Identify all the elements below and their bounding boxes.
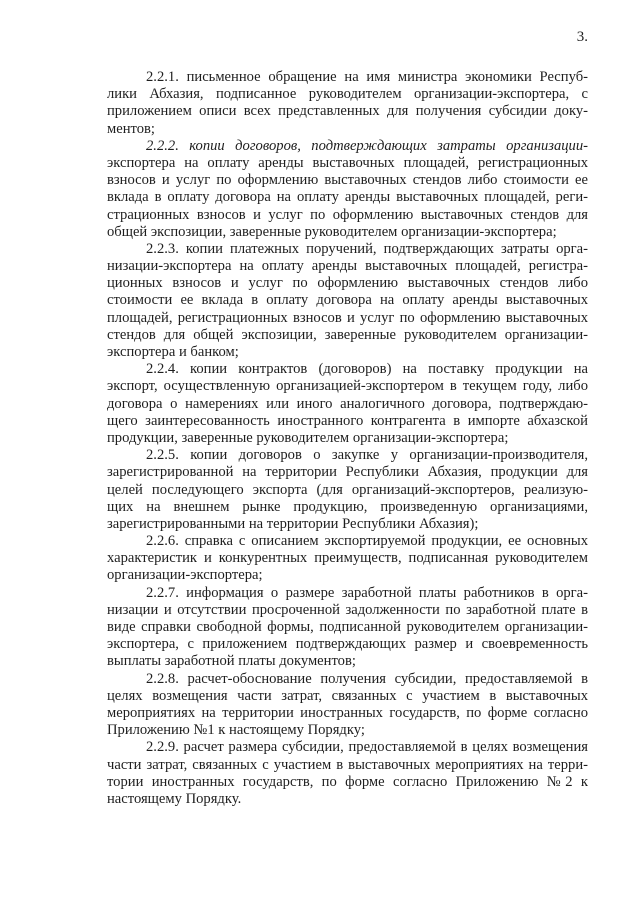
text-line: договора о намерениях или иного аналогичного договора, подтверждаю- [107,395,588,412]
text-line: организации-экспортера; [107,567,263,584]
text-line: взносов и услуг по оформлению выставочных стендов либо стоимости ее [107,172,588,189]
text-line: ментов; [107,120,155,137]
text-line: 2.2.1. письменное обращение на имя министра экономики Респуб- [146,69,588,85]
text-line: целях возмещения части затрат, связанных с участием в выставочных [107,687,588,704]
paragraph [107,671,588,740]
text-line: вклада в оплату договора на оплату аренды выставочных площадей, реги- [107,189,588,206]
text-line: целей последующего экспорта (для организаций-экспортеров, реализую- [107,481,588,498]
text-line: низации-экспортера на оплату аренды выставочных площадей, регистра- [107,258,588,275]
text-line: ционных взносов и услуг по оформлению выставочных стендов либо [107,275,588,292]
text-line: щего заинтересованность иностранного контрагента в импорте абхазской [107,412,588,429]
text-line: экспорт, осуществленную организацией-экспортером в текущем году, либо [107,378,588,395]
paragraph [107,361,588,447]
document-body [107,69,588,808]
text-line: характеристик и конкурентных преимуществ, подписанная руководителем [107,550,588,567]
text-line: стендов для общей экспозиции, заверенные руководителем организации- [107,326,588,343]
paragraph [107,585,588,671]
text-line: 2.2.5. копии договоров о закупке у организации-производителя, [146,447,588,464]
text-line: виде справки свободной формы, подписанной руководителем организации- [107,619,588,635]
text-line: щих на внешнем рынке продукцию, произведенную организациями, [107,498,588,515]
text-line: лики Абхазия, подписанное руководителем организации-экспортера, с [107,86,588,103]
text-line: 2.2.8. расчет-обоснование получения субсидии, предоставляемой в [146,670,588,687]
text-line: 2.2.2. копии договоров, подтверждающих затраты организации- [146,137,588,154]
paragraph [107,533,588,585]
text-line: общей экспозиции, заверенные руководителем организации-экспортера; [107,223,557,240]
text-line: площадей, регистрационных взносов и услуг по оформлению выставочных [107,309,588,326]
paragraph [107,739,588,808]
paragraph [107,69,588,138]
text-line: экспортера, с приложением подтверждающих размер и своевременность [107,636,588,653]
text-line: зарегистрированной на территории Республики Абхазия, продукции для [107,464,588,481]
text-line: настоящему Порядку. [107,790,242,807]
text-line: части затрат, связанных с участием в выставочных мероприятиях на терри- [107,756,588,773]
text-line: 2.2.9. расчет размера субсидии, предоставляемой в целях возмещения [146,739,588,756]
text-line: 2.2.4. копии контрактов (договоров) на поставку продукции на [146,361,588,378]
text-line: зарегистрированными на территории Республики Абхазия); [107,515,479,532]
page-number: 3. [576,29,588,45]
text-line: приложением описи всех представленных для получения субсидии доку- [107,103,588,120]
text-line: продукции, заверенные руководителем организации-экспортера; [107,429,509,446]
paragraph [107,447,588,533]
text-line: низации и отсутствии просроченной задолженности по заработной плате в [107,601,588,618]
text-line: экспортера и банком; [107,344,239,360]
paragraph [107,138,588,241]
text-line: экспортера на оплату аренды выставочных площадей, регистрационных [107,154,588,171]
text-line: 2.2.3. копии платежных поручений, подтверждающих затраты орга- [146,240,588,257]
text-line: стоимости ее вклада в оплату договора на оплату аренды выставочных [107,292,588,309]
text-line: мероприятиях на территории иностранных государств, по форме согласно [107,704,588,721]
text-line: страционных взносов и услуг по оформлению выставочных стендов для [107,206,588,223]
text-line: тории иностранных государств, по форме согласно Приложению №2 к [107,773,588,790]
text-line: 2.2.6. справка с описанием экспортируемой продукции, ее основных [146,533,588,550]
text-line: выплаты заработной платы документов; [107,653,356,670]
paragraph [107,241,588,361]
text-line: Приложению №1 к настоящему Порядку; [107,722,365,739]
text-line: 2.2.7. информация о размере заработной платы работников в орга- [146,584,588,601]
